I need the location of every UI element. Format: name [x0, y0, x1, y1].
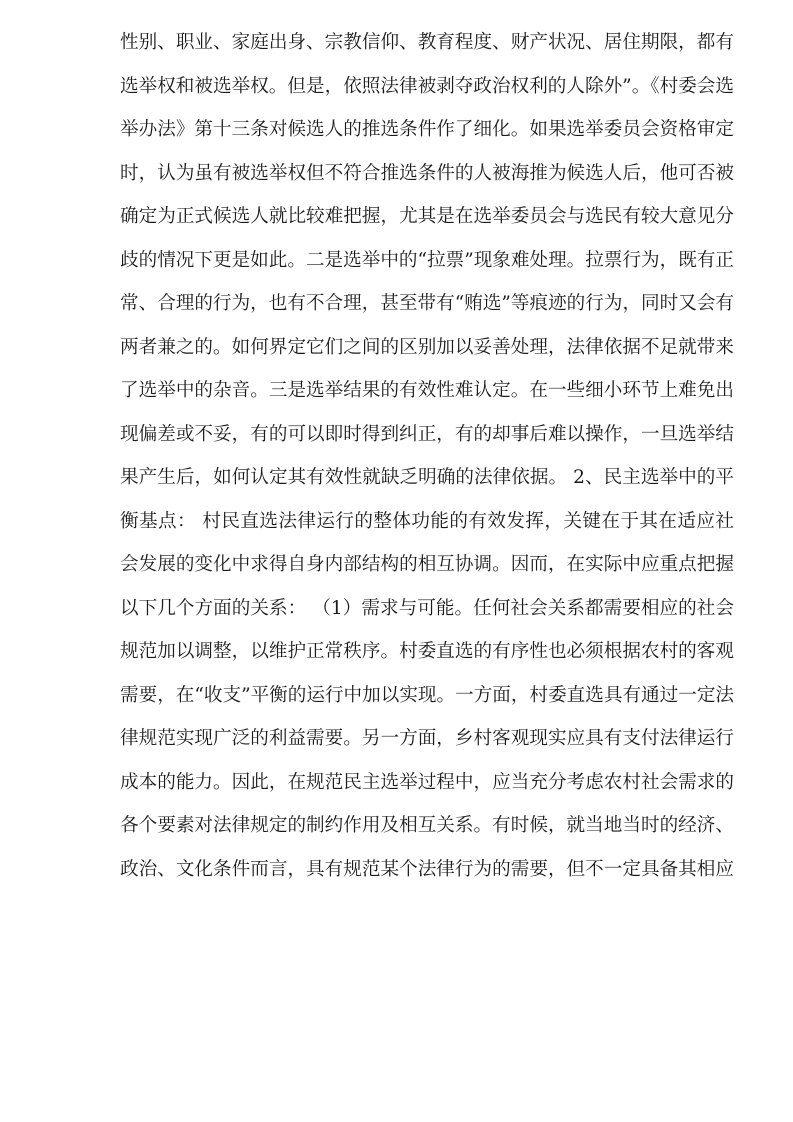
text-line: 会发展的变化中求得自身内部结构的相互协调。因而，在实际中应重点把握: [120, 554, 734, 575]
text-line: 各个要素对法律规定的制约作用及相互关系。有时候，就当地当时的经济、: [120, 815, 734, 836]
text-line: 了选举中的杂音。三是选举结果的有效性难认定。在一些细小环节上难免出: [120, 380, 734, 401]
text-line: 两者兼之的。如何界定它们之间的区别加以妥善处理，法律依据不足就带来: [120, 336, 734, 358]
text-line: 果产生后，如何认定其有效性就缺乏明确的法律依据。 2、民主选举中的平: [120, 467, 734, 488]
text-line: 衡基点： 村民直选法律运行的整体功能的有效发挥，关键在于其在适应社: [120, 510, 734, 532]
text-line: 举办法》第十三条对候选人的推选条件作了细化。如果选举委员会资格审定: [120, 119, 734, 140]
text-line: 需要，在“收支”平衡的运行中加以实现。一方面，村委直选具有通过一定法: [120, 684, 735, 706]
text-line: 成本的能力。因此，在规范民主选举过程中，应当充分考虑农村社会需求的: [120, 771, 734, 793]
text-line: 规范加以调整，以维护正常秩序。村委直选的有序性也必须根据农村的客观: [120, 641, 734, 662]
text-line: 常、合理的行为，也有不合理，甚至带有“贿选”等痕迹的行为，同时又会有: [120, 293, 735, 314]
text-line: 性别、职业、家庭出身、宗教信仰、教育程度、财产状况、居住期限，都有: [120, 32, 734, 53]
text-line: 现偏差或不妥，有的可以即时得到纠正，有的却事后难以操作，一旦选举结: [120, 423, 734, 445]
text-line: 律规范实现广泛的利益需要。另一方面，乡村客观现实应具有支付法律运行: [120, 728, 734, 749]
text-line: 以下几个方面的关系： （1）需求与可能。任何社会关系都需要相应的社会: [120, 597, 734, 619]
text-line: 选举权和被选举权。但是，依照法律被剥夺政治权利的人除外”。《村委会选: [120, 75, 734, 97]
body-text: [120, 21, 734, 891]
text-line: 确定为正式候选人就比较难把握，尤其是在选举委员会与选民有较大意见分: [120, 206, 734, 227]
text-line: 时，认为虽有被选举权但不符合推选条件的人被海推为候选人后，他可否被: [120, 162, 734, 184]
text-line: 歧的情况下更是如此。二是选举中的“拉票”现象难处理。拉票行为，既有正: [120, 249, 735, 271]
text-line: 政治、文化条件而言，具有规范某个法律行为的需要，但不一定具备其相应: [120, 858, 734, 880]
